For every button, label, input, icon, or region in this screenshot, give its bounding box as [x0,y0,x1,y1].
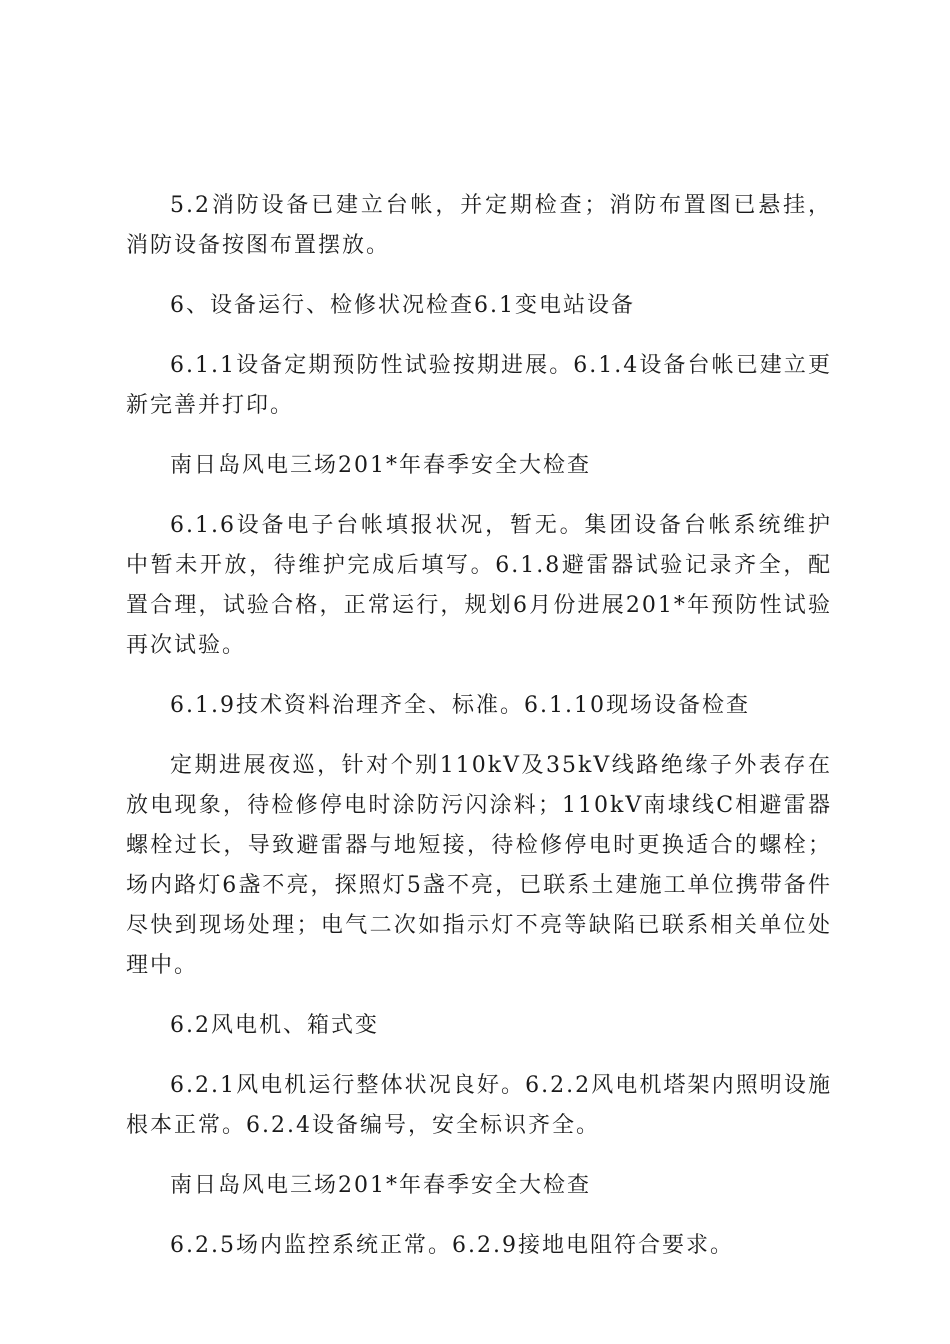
paragraph-6-1-9-technical-docs: 6.1.9技术资料治理齐全、标准。6.1.10现场设备检查 [170,693,750,718]
paragraph-header-repeat-2: 南日岛风电三场201*年春季安全大检查 [170,1173,591,1198]
paragraph-6-equipment-inspection: 6、设备运行、检修状况检查6.1变电站设备 [170,293,635,318]
paragraph-6-2-5-monitoring: 6.2.5场内监控系统正常。6.2.9接地电阻符合要求。 [170,1233,734,1258]
paragraph-6-2-1-turbine-status: 6.2.1风电机运行整体状况良好。6.2.2风电机塔架内照明设施根本正常。6.2.4设备编号，安全标识齐全。 [126,1073,832,1138]
paragraph-6-2-turbines: 6.2风电机、箱式变 [170,1013,379,1038]
paragraph-header-repeat-1: 南日岛风电三场201*年春季安全大检查 [170,453,591,478]
paragraph-5-2-fire-equipment: 5.2消防设备已建立台帐，并定期检查；消防布置图已悬挂，消防设备按图布置摆放。 [126,193,832,258]
paragraph-6-1-1-preventive-test: 6.1.1设备定期预防性试验按期进展。6.1.4设备台帐已建立更新完善并打印。 [126,353,832,418]
document-body [126,186,832,1286]
paragraph-night-patrol: 定期进展夜巡，针对个别110kV及35kV线路绝缘子外表存在放电现象，待检修停电时涂防污闪涂料；110kV南埭线C相避雷器螺栓过长，导致避雷器与地短接，待检修停电时更换适合的螺栓；场内路灯6盏不亮，探照灯5盏不亮，已联系土建施工单位携带备件尽快到现场处理；电气二次如指示灯不亮等缺陷已联系相关单位处理中。 [126,753,832,978]
paragraph-6-1-6-electronic-ledger: 6.1.6设备电子台帐填报状况，暂无。集团设备台帐系统维护中暂未开放，待维护完成后填写。6.1.8避雷器试验记录齐全，配置合理，试验合格，正常运行，规划6月份进展201*年预防性试验再次试验。 [126,513,832,658]
